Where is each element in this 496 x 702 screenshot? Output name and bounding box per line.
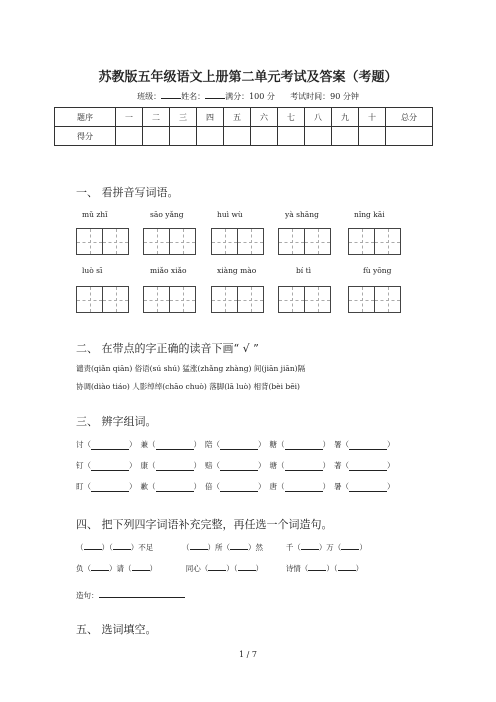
sentence-label: 造句：: [76, 591, 99, 600]
sentence-line: [76, 589, 185, 601]
answer-blank[interactable]: [91, 462, 129, 471]
writing-box[interactable]: [211, 228, 263, 255]
writing-box[interactable]: [211, 286, 263, 313]
answer-blank[interactable]: [285, 462, 323, 471]
word-row: 盯 （ ） 歉 （ ） 倍 （ ） 唐 （ ） 暑 （ ）: [76, 482, 395, 491]
answer-blank[interactable]: [156, 462, 194, 471]
pinyin: huì wù: [217, 210, 243, 219]
answer-blank[interactable]: [156, 441, 194, 450]
sentence-blank[interactable]: [99, 589, 185, 598]
score-label: 得分: [55, 127, 116, 146]
writing-box[interactable]: [76, 228, 128, 255]
section-1-title: 一、 看拼音写词语。: [76, 186, 179, 199]
score-cell[interactable]: [386, 127, 433, 146]
answer-blank[interactable]: [238, 562, 256, 571]
score-cell[interactable]: [305, 127, 332, 146]
reading-line-2: 协调(diào tiáo) 人影绰绰(chāo chuò) 落脚(lā luò) 相背(bèi bēi): [76, 382, 300, 391]
answer-blank[interactable]: [230, 541, 248, 550]
answer-blank[interactable]: [91, 562, 109, 571]
header-cell: 题序: [55, 108, 116, 127]
word-row: 讨 （ ） 兼 （ ） 陪 （ ） 糖 （ ） 署 （ ）: [76, 440, 395, 449]
score-cell[interactable]: [197, 127, 224, 146]
reading-line-1: 谴责(qiǎn qiān) 俗语(sú shú) 猛涨(zhǎng zhàng) 间(jiān jiān)隔: [76, 364, 306, 373]
section-2-title: 二、 在带点的字正确的读音下画“ √ ”: [76, 342, 259, 355]
answer-blank[interactable]: [301, 541, 319, 550]
header-cell: 五: [224, 108, 251, 127]
header-cell: 四: [197, 108, 224, 127]
score-cell[interactable]: [170, 127, 197, 146]
header-cell: 七: [278, 108, 305, 127]
header-cell: 六: [251, 108, 278, 127]
idiom-line-2: 负（ ）请（ ） 同心（ ）（ ） 诗情（ ）（ ）: [76, 564, 364, 573]
answer-blank[interactable]: [338, 562, 356, 571]
answer-blank[interactable]: [84, 541, 102, 550]
exam-info: [0, 90, 496, 102]
word-row: 钉 （ ） 康 （ ） 赔 （ ） 塘 （ ） 著 （ ）: [76, 461, 395, 470]
pinyin: xiàng mào: [217, 266, 257, 275]
name-label: 姓名：: [181, 92, 206, 101]
score-cell[interactable]: [332, 127, 359, 146]
page-title: 苏教版五年级语文上册第二单元考试及答案（考题）: [98, 70, 398, 85]
pinyin: nǐng kāi: [354, 210, 385, 219]
writing-box[interactable]: [348, 228, 400, 255]
writing-box[interactable]: [143, 228, 195, 255]
name-blank[interactable]: [205, 90, 225, 99]
writing-box[interactable]: [278, 228, 330, 255]
writing-box[interactable]: [76, 286, 128, 313]
score-row: [55, 127, 433, 146]
header-cell: 十: [359, 108, 386, 127]
pinyin: yà shāng: [285, 210, 319, 219]
score-cell[interactable]: [278, 127, 305, 146]
header-cell: 九: [332, 108, 359, 127]
header-cell: 二: [143, 108, 170, 127]
pinyin: bí tì: [296, 266, 311, 275]
idiom-line-1: （ ）（ ）不足 （ ）所（ ）然 千（ ）万（ ）: [76, 543, 367, 552]
answer-blank[interactable]: [156, 483, 194, 492]
header-cell: 总分: [386, 108, 433, 127]
score-cell[interactable]: [224, 127, 251, 146]
answer-blank[interactable]: [190, 541, 208, 550]
class-blank[interactable]: [161, 90, 181, 99]
writing-box[interactable]: [278, 286, 330, 313]
score-table: [54, 107, 433, 146]
answer-blank[interactable]: [285, 441, 323, 450]
answer-blank[interactable]: [220, 483, 258, 492]
writing-box[interactable]: [143, 286, 195, 313]
answer-blank[interactable]: [113, 541, 131, 550]
answer-blank[interactable]: [91, 483, 129, 492]
section-4-title: 四、 把下列四字词语补充完整，再任选一个词造句。: [76, 518, 333, 531]
full-score: 满分：100 分: [225, 92, 275, 101]
answer-blank[interactable]: [91, 441, 129, 450]
answer-blank[interactable]: [349, 462, 387, 471]
answer-blank[interactable]: [349, 483, 387, 492]
score-cell[interactable]: [251, 127, 278, 146]
score-cell[interactable]: [359, 127, 386, 146]
answer-blank[interactable]: [308, 562, 326, 571]
header-cell: 三: [170, 108, 197, 127]
section-5-title: 五、 选词填空。: [76, 623, 157, 636]
answer-blank[interactable]: [132, 562, 150, 571]
score-cell[interactable]: [116, 127, 143, 146]
answer-blank[interactable]: [220, 462, 258, 471]
score-header-row: [55, 108, 433, 127]
pinyin: fù yōng: [363, 266, 392, 275]
class-label: 班级：: [137, 92, 162, 101]
page-number: 1 / 7: [239, 650, 257, 659]
answer-blank[interactable]: [208, 562, 226, 571]
writing-box[interactable]: [348, 286, 400, 313]
answer-blank[interactable]: [341, 541, 359, 550]
answer-blank[interactable]: [220, 441, 258, 450]
header-cell: 八: [305, 108, 332, 127]
header-cell: 一: [116, 108, 143, 127]
answer-blank[interactable]: [285, 483, 323, 492]
section-3-title: 三、 辨字组词。: [76, 415, 157, 428]
pinyin: sāo yǎng: [150, 210, 184, 219]
pinyin: mǔ zhǐ: [82, 210, 108, 219]
pinyin: miǎo xiǎo: [150, 266, 187, 275]
answer-blank[interactable]: [349, 441, 387, 450]
pinyin: luò sī: [82, 266, 103, 275]
exam-time: 考试时间：90 分钟: [290, 92, 359, 101]
score-cell[interactable]: [143, 127, 170, 146]
